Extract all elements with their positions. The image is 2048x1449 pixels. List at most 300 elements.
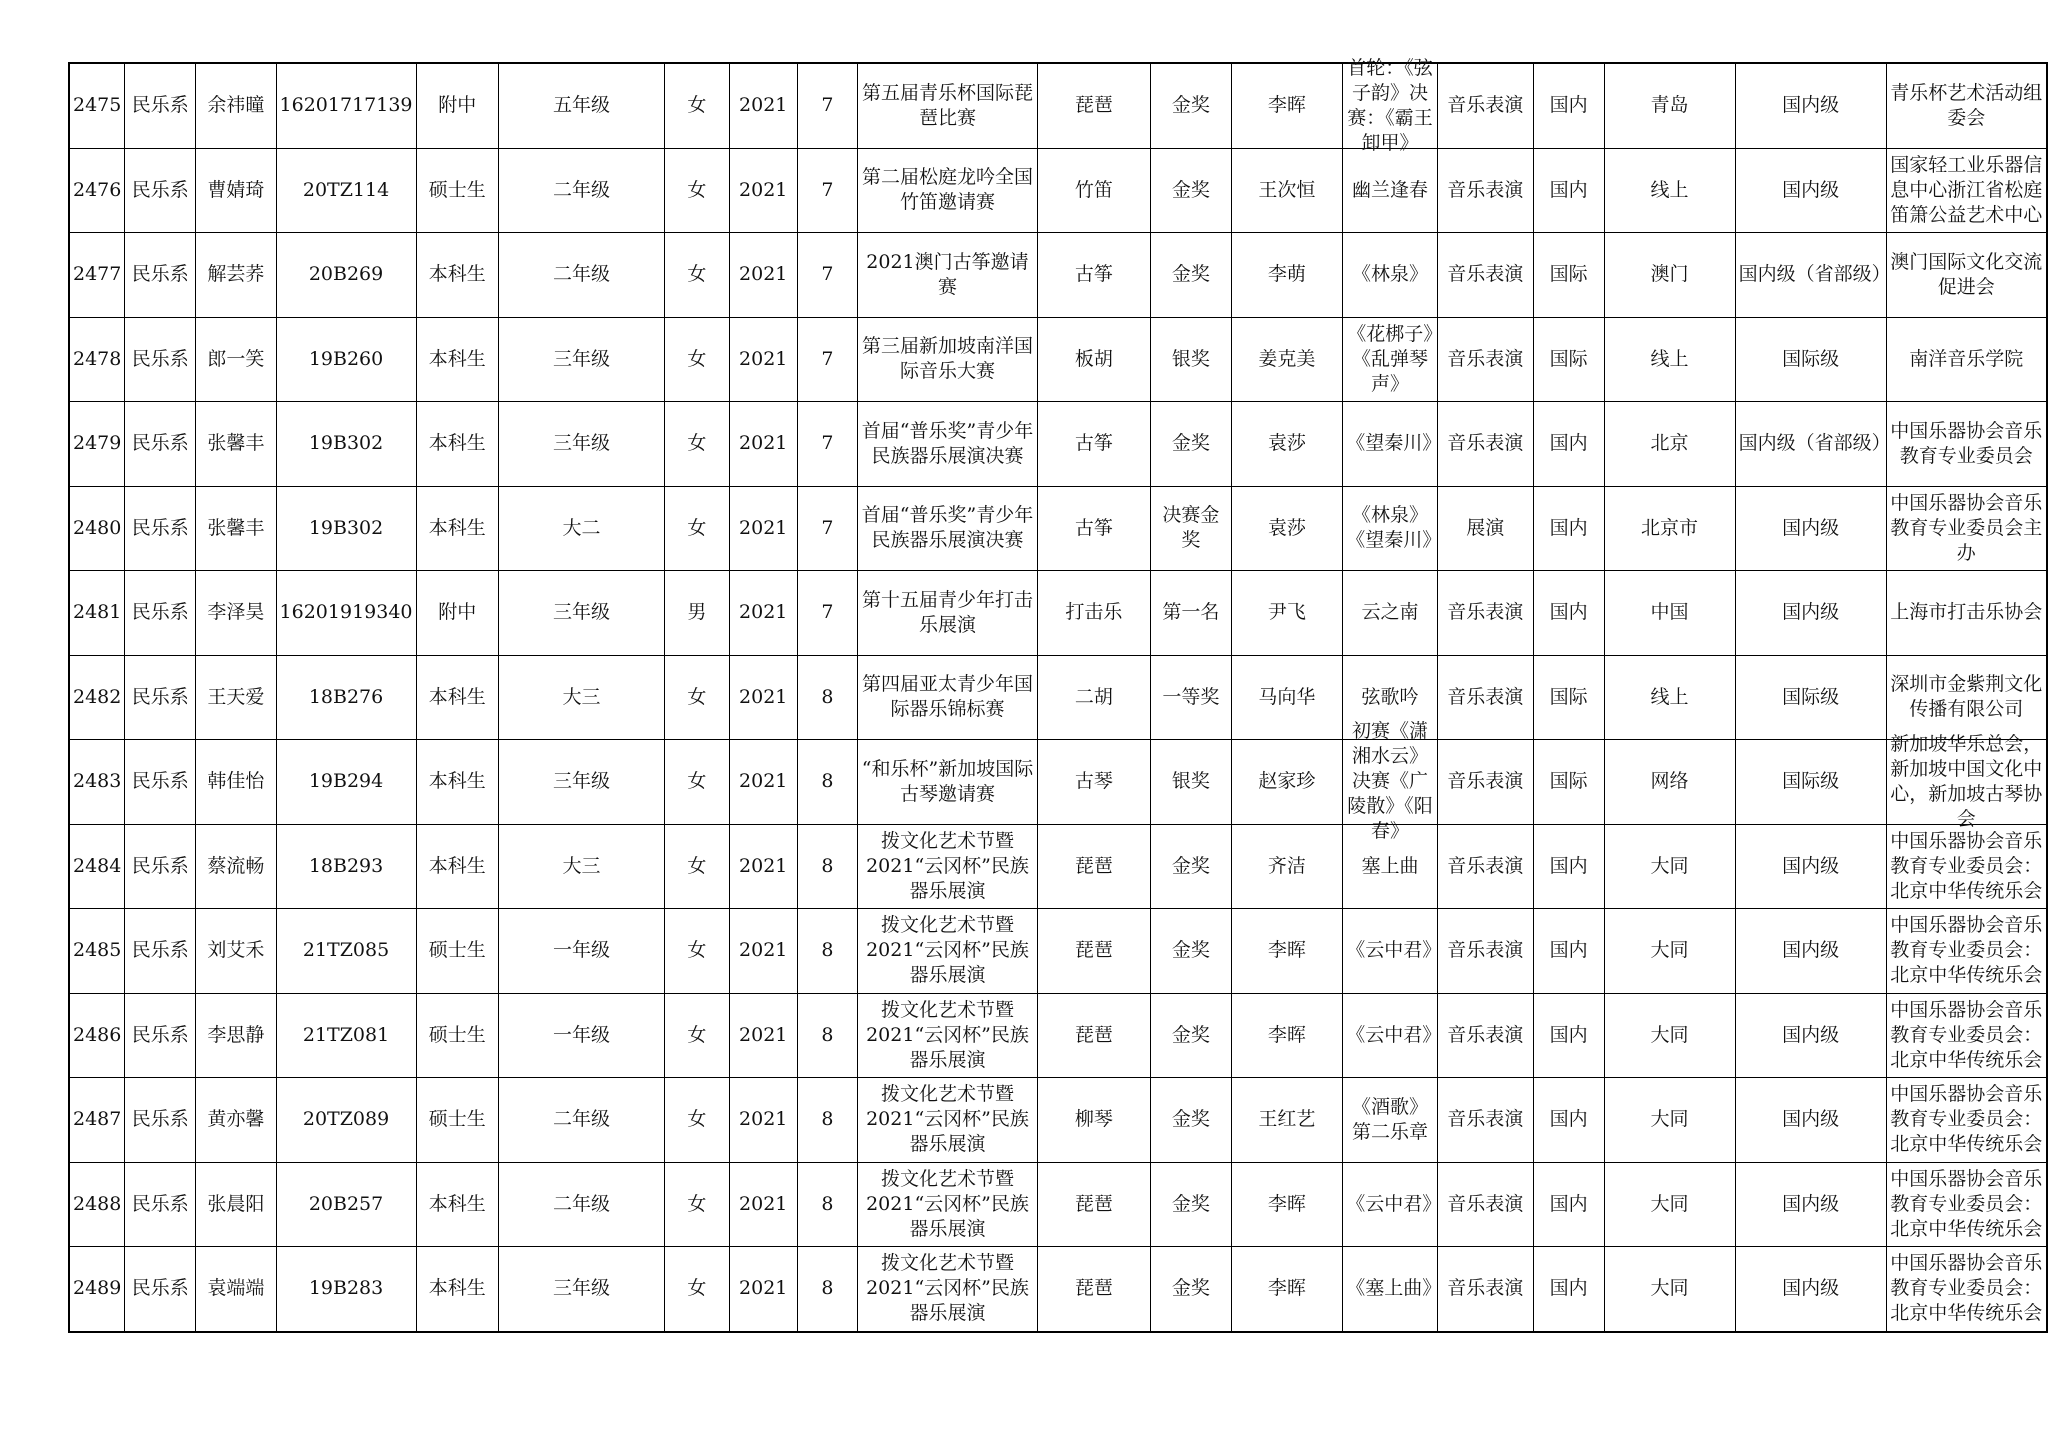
table-row (69, 233, 2047, 318)
cell-text: 二年级 (552, 178, 610, 201)
table-cell (1437, 1078, 1533, 1163)
table-cell (196, 63, 276, 148)
table-cell (858, 909, 1037, 994)
table-cell (1231, 233, 1343, 318)
table-cell (1037, 317, 1151, 402)
table-cell (1604, 233, 1735, 318)
cell-text: 国际级 (1782, 770, 1840, 793)
table-cell (797, 655, 858, 740)
table-cell (664, 993, 729, 1078)
cell-text: 二胡 (1074, 685, 1113, 708)
table-cell (1037, 655, 1151, 740)
cell-text: 21TZ081 (302, 1023, 390, 1046)
table-cell (1886, 993, 2047, 1078)
table-cell (729, 1162, 797, 1247)
table-cell (1437, 740, 1533, 825)
cell-text: 拨文化艺术节暨2021“云冈杯”民族器乐展演 (866, 829, 1029, 902)
table-cell (1437, 824, 1533, 909)
table-cell (1735, 993, 1886, 1078)
cell-text: 古筝 (1074, 432, 1113, 455)
cell-text: 音乐表演 (1447, 432, 1524, 455)
table-cell (1151, 486, 1231, 571)
cell-text: 琵琶 (1074, 1023, 1113, 1046)
table-cell (1886, 402, 2047, 487)
table-cell (1037, 571, 1151, 656)
cell-text: 柳琴 (1074, 1108, 1113, 1131)
table-cell (797, 909, 858, 994)
cell-text: 音乐表演 (1447, 347, 1524, 370)
cell-text: 女 (687, 939, 707, 962)
cell-text: 2021 (739, 1277, 788, 1300)
cell-text: 国内级 (1782, 178, 1840, 201)
cell-text: 张馨丰 (207, 516, 265, 539)
cell-text: 线上 (1650, 178, 1689, 201)
table-row (69, 909, 2047, 994)
cell-text: 北京 (1650, 432, 1689, 455)
cell-text: 硕士生 (428, 1023, 486, 1046)
cell-text: 琵琶 (1074, 94, 1113, 117)
table-cell (416, 993, 498, 1078)
cell-text: 余祎曈 (207, 94, 265, 117)
cell-text: 民乐系 (131, 432, 189, 455)
table-cell (1533, 1247, 1604, 1332)
table-cell (1231, 148, 1343, 233)
cell-text: 黄亦馨 (207, 1108, 265, 1131)
cell-text: 8 (821, 1023, 834, 1046)
cell-text: 国际级 (1782, 685, 1840, 708)
table-cell (797, 486, 858, 571)
cell-text: 本科生 (428, 432, 486, 455)
table-cell (1037, 740, 1151, 825)
table-cell (416, 740, 498, 825)
table-cell (416, 317, 498, 402)
table-cell (797, 148, 858, 233)
table-cell (1231, 1078, 1343, 1163)
cell-text: 硕士生 (428, 178, 486, 201)
cell-text: 2477 (73, 263, 122, 286)
table-cell (498, 1078, 664, 1163)
cell-text: 女 (687, 1023, 707, 1046)
table-row (69, 993, 2047, 1078)
table-cell (858, 740, 1037, 825)
table-row (69, 740, 2047, 825)
cell-text: 竹笛 (1074, 178, 1113, 201)
table-cell (196, 740, 276, 825)
cell-text: 金奖 (1171, 263, 1210, 286)
cell-text: 金奖 (1171, 854, 1210, 877)
table-cell (276, 486, 416, 571)
table-cell (1151, 740, 1231, 825)
cell-text: 本科生 (428, 1192, 486, 1215)
cell-text: 五年级 (552, 94, 610, 117)
table-cell (416, 486, 498, 571)
table-cell (664, 1162, 729, 1247)
cell-text: 女 (687, 1108, 707, 1131)
cell-text: 女 (687, 1277, 707, 1300)
cell-text: 国内 (1549, 1192, 1588, 1215)
cell-text: 2021 (739, 94, 788, 117)
table-cell (1231, 824, 1343, 909)
cell-text: 国家轻工业乐器信息中心浙江省松庭笛箫公益艺术中心 (1890, 153, 2043, 226)
cell-text: 澳门国际文化交流促进会 (1890, 250, 2043, 298)
cell-text: 第十五届青少年打击乐展演 (861, 588, 1033, 636)
table-cell (125, 655, 196, 740)
cell-text: 民乐系 (131, 1192, 189, 1215)
table-cell (1343, 233, 1438, 318)
table-cell (729, 1078, 797, 1163)
table-cell (1151, 148, 1231, 233)
table-cell (1037, 402, 1151, 487)
table-cell (1735, 655, 1886, 740)
table-cell (416, 824, 498, 909)
cell-text: 新加坡华乐总会，新加坡中国文化中心，新加坡古琴协会 (1890, 732, 2043, 830)
table-cell (1437, 402, 1533, 487)
cell-text: 幽兰逢春 (1351, 178, 1428, 201)
cell-text: 7 (821, 94, 834, 117)
cell-text: 民乐系 (131, 1108, 189, 1131)
table-cell (276, 317, 416, 402)
table-cell (729, 909, 797, 994)
table-cell (69, 402, 125, 487)
table-cell (1151, 1247, 1231, 1332)
cell-text: 女 (687, 685, 707, 708)
cell-text: 古筝 (1074, 516, 1113, 539)
table-cell (125, 824, 196, 909)
table-cell (498, 993, 664, 1078)
table-cell (1886, 63, 2047, 148)
cell-text: 18B293 (308, 854, 384, 877)
cell-text: 三年级 (552, 347, 610, 370)
table-cell (125, 148, 196, 233)
table-cell (276, 824, 416, 909)
table-cell (1231, 63, 1343, 148)
table-cell (664, 655, 729, 740)
table-cell (196, 909, 276, 994)
cell-text: 国内级 (1782, 94, 1840, 117)
table-row (69, 1162, 2047, 1247)
table-cell (1343, 402, 1442, 487)
cell-text: 民乐系 (131, 516, 189, 539)
cell-text: 2479 (73, 432, 122, 455)
table-cell (1437, 63, 1533, 148)
table-cell (1886, 1162, 2047, 1247)
table-cell (1604, 402, 1735, 487)
table-cell (858, 402, 1037, 487)
table-cell (1886, 655, 2047, 740)
table-row (69, 402, 2047, 487)
table-cell (1037, 824, 1151, 909)
cell-text: 2486 (73, 1023, 122, 1046)
cell-text: 女 (687, 1192, 707, 1215)
cell-text: 琵琶 (1074, 1192, 1113, 1215)
cell-text: 青岛 (1650, 94, 1689, 117)
table-row (69, 63, 2047, 148)
cell-text: 三年级 (552, 601, 610, 624)
table-cell (858, 233, 1037, 318)
table-cell (1151, 824, 1231, 909)
cell-text: 中国乐器协会音乐教育专业委员会 (1890, 419, 2043, 467)
cell-text: 8 (821, 770, 834, 793)
table-cell (1231, 655, 1343, 740)
table-cell (664, 740, 729, 825)
table-cell (416, 233, 498, 318)
table-cell (1343, 909, 1442, 994)
cell-text: 音乐表演 (1447, 854, 1524, 877)
table-cell (1037, 63, 1151, 148)
table-cell (498, 63, 664, 148)
cell-text: 国内级（省部级） (1738, 263, 1891, 286)
cell-text: 2475 (73, 94, 122, 117)
table-cell (125, 909, 196, 994)
cell-text: 女 (687, 770, 707, 793)
table-cell (797, 571, 858, 656)
table-cell (1037, 1078, 1151, 1163)
cell-text: 袁莎 (1267, 516, 1306, 539)
table-cell (69, 1162, 125, 1247)
cell-text: 女 (687, 347, 707, 370)
table-cell (858, 571, 1037, 656)
table-cell (416, 909, 498, 994)
table-cell (125, 233, 196, 318)
cell-text: 2476 (73, 178, 122, 201)
cell-text: 齐洁 (1267, 854, 1306, 877)
table-cell (125, 1247, 196, 1332)
table-cell (729, 402, 797, 487)
cell-text: 16201717139 (279, 94, 413, 117)
cell-text: 2021 (739, 685, 788, 708)
cell-text: 国内级 (1782, 1023, 1840, 1046)
cell-text: 《林泉》《望秦川》 (1346, 504, 1442, 552)
cell-text: 金奖 (1171, 939, 1210, 962)
cell-text: 曹婧琦 (207, 178, 265, 201)
table-cell (1735, 402, 1891, 487)
table-cell (1437, 655, 1533, 740)
cell-text: 20TZ089 (302, 1108, 390, 1131)
cell-text: 国内级 (1782, 601, 1840, 624)
table-cell (196, 824, 276, 909)
cell-text: 首届“普乐奖”青少年民族器乐展演决赛 (861, 504, 1034, 552)
table-cell (1533, 148, 1604, 233)
table-cell (1231, 1247, 1343, 1332)
cell-text: 本科生 (428, 1277, 486, 1300)
cell-text: 三年级 (552, 1277, 610, 1300)
cell-text: 硕士生 (428, 1108, 486, 1131)
cell-text: 韩佳怡 (207, 770, 265, 793)
table-cell (1604, 993, 1735, 1078)
cell-text: 金奖 (1171, 94, 1210, 117)
cell-text: 男 (687, 601, 707, 624)
cell-text: 20B257 (308, 1192, 384, 1215)
cell-text: 民乐系 (131, 770, 189, 793)
cell-text: 《云中君》 (1346, 1023, 1442, 1046)
cell-text: 刘艾禾 (207, 939, 265, 962)
cell-text: 三年级 (552, 432, 610, 455)
table-cell (1037, 993, 1151, 1078)
cell-text: 音乐表演 (1447, 1023, 1524, 1046)
table-cell (276, 1247, 416, 1332)
cell-text: 民乐系 (131, 178, 189, 201)
table-cell (276, 993, 416, 1078)
cell-text: 本科生 (428, 516, 486, 539)
table-cell (276, 740, 416, 825)
cell-text: 8 (821, 1277, 834, 1300)
table-cell (125, 486, 196, 571)
table-cell (1886, 486, 2047, 571)
table-cell (1533, 402, 1604, 487)
cell-text: 国内级 (1782, 1108, 1840, 1131)
table-cell (69, 1078, 125, 1163)
table-cell (498, 402, 664, 487)
table-cell (69, 571, 125, 656)
table-cell (1735, 317, 1886, 402)
cell-text: 中国乐器协会音乐教育专业委员会：北京中华传统乐会 (1890, 914, 2043, 987)
table-cell (1604, 909, 1735, 994)
table-cell (1886, 317, 2047, 402)
table-body (69, 56, 2047, 1332)
cell-text: 第四届亚太青少年国际器乐锦标赛 (861, 673, 1033, 721)
table-cell (729, 317, 797, 402)
table-cell (1343, 993, 1442, 1078)
cell-text: 李萌 (1267, 263, 1306, 286)
cell-text: 大三 (562, 854, 601, 877)
table-cell (729, 655, 797, 740)
cell-text: 民乐系 (131, 854, 189, 877)
cell-text: 国内 (1549, 1277, 1588, 1300)
table-cell (416, 655, 498, 740)
table-cell (1604, 1247, 1735, 1332)
awards-table (68, 56, 2048, 1333)
table-cell (664, 486, 729, 571)
cell-text: 琵琶 (1074, 939, 1113, 962)
table-cell (858, 148, 1037, 233)
table-cell (1735, 233, 1891, 318)
table-cell (729, 1247, 797, 1332)
table-cell (69, 824, 125, 909)
table-cell (498, 571, 664, 656)
table-cell (125, 317, 196, 402)
cell-text: 中国乐器协会音乐教育专业委员会：北京中华传统乐会 (1890, 829, 2043, 902)
cell-text: 尹飞 (1267, 601, 1306, 624)
cell-text: 2021 (739, 601, 788, 624)
table-cell (1533, 486, 1604, 571)
cell-text: 《花梆子》《乱弹琴声》 (1347, 322, 1433, 395)
table-cell (1533, 824, 1604, 909)
table-cell (729, 740, 797, 825)
cell-text: 音乐表演 (1447, 939, 1524, 962)
table-cell (1604, 317, 1735, 402)
cell-text: 琵琶 (1074, 1277, 1113, 1300)
table-cell (1437, 1247, 1533, 1332)
table-cell (1037, 1162, 1151, 1247)
table-cell (664, 233, 729, 318)
cell-text: 云之南 (1361, 601, 1419, 624)
table-cell (416, 1247, 498, 1332)
table-cell (1437, 148, 1533, 233)
cell-text: “和乐杯”新加坡国际古琴邀请赛 (861, 757, 1034, 805)
table-row (69, 571, 2047, 656)
cell-text: 2487 (73, 1108, 122, 1131)
table-cell (1533, 655, 1604, 740)
cell-text: 大同 (1650, 1192, 1689, 1215)
cell-text: 音乐表演 (1447, 1108, 1524, 1131)
table-cell (1151, 571, 1231, 656)
table-cell (1231, 740, 1343, 825)
cell-text: 2483 (73, 770, 122, 793)
table-cell (1533, 993, 1604, 1078)
cell-text: 国际 (1549, 770, 1588, 793)
cell-text: 二年级 (552, 1192, 610, 1215)
cell-text: 马向华 (1258, 685, 1316, 708)
cell-text: 国内 (1549, 1023, 1588, 1046)
cell-text: 首届“普乐奖”青少年民族器乐展演决赛 (861, 419, 1034, 467)
table-cell (858, 1162, 1037, 1247)
table-cell (1735, 1162, 1886, 1247)
cell-text: 深圳市金紫荆文化传播有限公司 (1890, 673, 2043, 721)
cell-text: 大同 (1650, 854, 1689, 877)
cell-text: 8 (821, 1108, 834, 1131)
table-cell (416, 63, 498, 148)
table-cell (1437, 233, 1533, 318)
table-cell (1735, 909, 1886, 994)
cell-text: 19B283 (308, 1277, 384, 1300)
cell-text: 国内 (1549, 939, 1588, 962)
cell-text: 袁端端 (207, 1277, 265, 1300)
cell-text: 《塞上曲》 (1346, 1277, 1442, 1300)
cell-text: 民乐系 (131, 263, 189, 286)
cell-text: 中国乐器协会音乐教育专业委员会：北京中华传统乐会 (1890, 1252, 2043, 1325)
table-cell (416, 1162, 498, 1247)
table-cell (1037, 486, 1151, 571)
table-cell (858, 63, 1037, 148)
table-cell (1886, 732, 2047, 830)
table-cell (276, 63, 416, 148)
table-cell (498, 1162, 664, 1247)
cell-text: 国内级 (1782, 939, 1840, 962)
cell-text: 大同 (1650, 939, 1689, 962)
table-cell (1886, 571, 2047, 656)
cell-text: 国内 (1549, 601, 1588, 624)
cell-text: 附中 (438, 601, 477, 624)
cell-text: 2021澳门古筝邀请赛 (866, 250, 1029, 298)
cell-text: 线上 (1650, 685, 1689, 708)
table-cell (858, 993, 1037, 1078)
cell-text: 古筝 (1074, 263, 1113, 286)
table-cell (196, 571, 276, 656)
cell-text: 拨文化艺术节暨2021“云冈杯”民族器乐展演 (866, 998, 1029, 1071)
table-cell (858, 317, 1037, 402)
cell-text: 7 (821, 178, 834, 201)
table-cell (1037, 909, 1151, 994)
table-cell (196, 402, 276, 487)
cell-text: 7 (821, 601, 834, 624)
table-cell (69, 740, 125, 825)
cell-text: 张晨阳 (207, 1192, 265, 1215)
cell-text: 《林泉》 (1351, 263, 1428, 286)
cell-text: 澳门 (1650, 263, 1689, 286)
cell-text: 本科生 (428, 263, 486, 286)
table-cell (1604, 1162, 1735, 1247)
cell-text: 硕士生 (428, 939, 486, 962)
table-cell (1533, 571, 1604, 656)
table-cell (1151, 233, 1231, 318)
table-cell (1437, 909, 1533, 994)
cell-text: 19B260 (308, 347, 384, 370)
table-cell (196, 233, 276, 318)
cell-text: 女 (687, 854, 707, 877)
table-cell (664, 909, 729, 994)
table-cell (1437, 486, 1533, 571)
cell-text: 2021 (739, 1192, 788, 1215)
